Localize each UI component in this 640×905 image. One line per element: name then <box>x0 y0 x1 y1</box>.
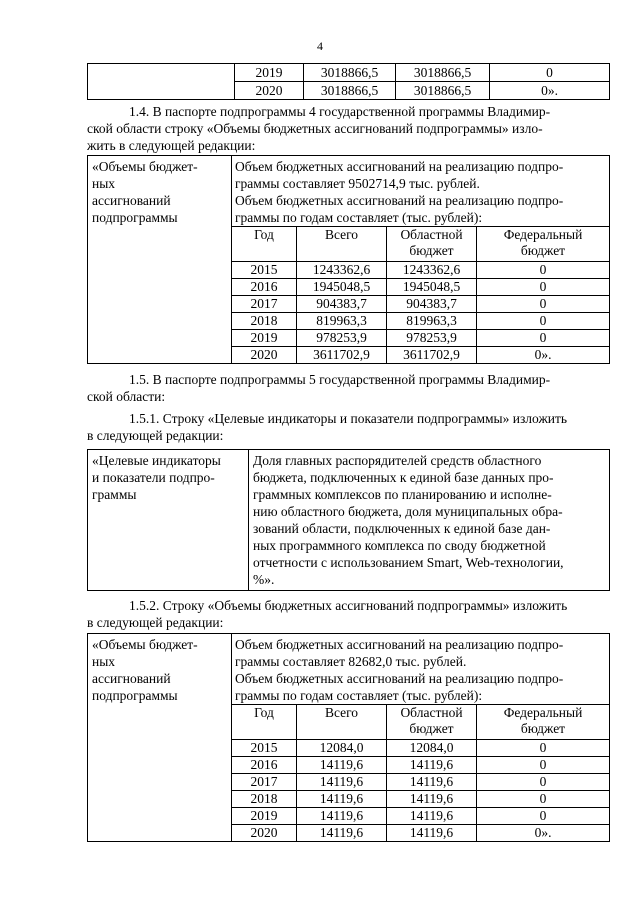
paragraph-line: ской области: <box>87 389 166 404</box>
total-cell: 3018866,5 <box>304 64 396 82</box>
label-line: подпрограммы <box>92 210 178 225</box>
table-row: 2015 12084,0 12084,0 0 <box>232 740 609 757</box>
paragraph-1-5-2 <box>87 597 610 631</box>
header-year: Год <box>232 227 297 262</box>
intro-line: граммы по годам составляет (тыс. рублей): <box>235 688 483 703</box>
label-line: ассигнований <box>92 193 171 208</box>
paragraph-line: 1.5. В паспорте подпрограммы 5 государственной программы Владимир- <box>129 372 551 387</box>
table-row: 2020 3611702,9 3611702,9 0». <box>232 347 609 364</box>
years-table <box>232 704 609 841</box>
paragraph-line: 1.5.2. Строку «Объемы бюджетных ассигнований подпрограммы» изложить <box>129 598 568 613</box>
budget-content-cell <box>232 634 610 842</box>
table-row: 2020 14119,6 14119,6 0». <box>232 825 609 842</box>
intro-line: Объем бюджетных ассигнований на реализацию подпро- <box>235 193 564 208</box>
table-row: 2016 1945048,5 1945048,5 0 <box>232 279 609 296</box>
table-row: 2019 978253,9 978253,9 0 <box>232 330 609 347</box>
paragraph-1-5 <box>87 371 610 405</box>
paragraph-1-5-1 <box>87 410 610 444</box>
header-federal: Федеральный бюджет <box>477 705 610 740</box>
budget-label-cell <box>88 156 232 364</box>
table-row: 2016 14119,6 14119,6 0 <box>232 757 609 774</box>
empty-cell <box>88 64 235 82</box>
total-cell: 3018866,5 <box>304 82 396 100</box>
label-line: «Объемы бюджет- <box>92 637 198 652</box>
years-table <box>232 226 609 363</box>
paragraph-line: в следующей редакции: <box>87 428 224 443</box>
header-regional: Областной бюджет <box>387 227 477 262</box>
year-cell: 2020 <box>235 82 304 100</box>
indicators-label-cell <box>88 450 249 591</box>
header-year: Год <box>232 705 297 740</box>
budget-label-cell <box>88 634 232 842</box>
federal-cell: 0 <box>490 64 610 82</box>
top-table <box>87 63 610 100</box>
table-row: 2015 1243362,6 1243362,6 0 <box>232 262 609 279</box>
paragraph-line: в следующей редакции: <box>87 615 224 630</box>
table-row: 2018 14119,6 14119,6 0 <box>232 791 609 808</box>
header-federal: Федеральный бюджет <box>477 227 610 262</box>
table-row <box>88 82 610 100</box>
text-line: отчетности с использованием Smart, Web-технологии, <box>253 555 564 570</box>
federal-cell: 0». <box>490 82 610 100</box>
indicators-table <box>87 449 610 591</box>
table-row: 2018 819963,3 819963,3 0 <box>232 313 609 330</box>
label-line: ассигнований <box>92 671 171 686</box>
paragraph-line: жить в следующей редакции: <box>87 138 256 153</box>
text-line: бюджета, подключенных к единой базе данных про- <box>253 470 554 485</box>
table-header-row <box>232 227 609 262</box>
intro-line: граммы по годам составляет (тыс. рублей): <box>235 210 483 225</box>
label-line: ных <box>92 176 116 191</box>
intro-line: Объем бюджетных ассигнований на реализацию подпро- <box>235 671 564 686</box>
budget-table-sub4 <box>87 155 610 364</box>
text-line: зований области, подключенных к единой базе дан- <box>253 521 551 536</box>
intro-line: граммы составляет 82682,0 тыс. рублей. <box>235 654 467 669</box>
budget-table-sub5 <box>87 633 610 842</box>
intro-line: Объем бюджетных ассигнований на реализацию подпро- <box>235 637 564 652</box>
text-line: нию областного бюджета, доля муниципальных обра- <box>253 504 563 519</box>
regional-cell: 3018866,5 <box>396 82 490 100</box>
paragraph-1-4 <box>87 103 610 154</box>
page-number: 4 <box>317 39 323 53</box>
label-line: подпрограммы <box>92 688 178 703</box>
table-row: 2017 14119,6 14119,6 0 <box>232 774 609 791</box>
table-row: 2017 904383,7 904383,7 0 <box>232 296 609 313</box>
indicators-text-cell <box>249 450 610 591</box>
table-row: 2019 14119,6 14119,6 0 <box>232 808 609 825</box>
header-total: Всего <box>297 227 387 262</box>
label-line: «Объемы бюджет- <box>92 159 198 174</box>
text-line: граммных комплексов по планированию и исполне- <box>253 487 552 502</box>
text-line: Доля главных распорядителей средств областного <box>253 453 542 468</box>
regional-cell: 3018866,5 <box>396 64 490 82</box>
paragraph-line: ской области строку «Объемы бюджетных ассигнований подпрограммы» изло- <box>87 121 543 136</box>
budget-content-cell <box>232 156 610 364</box>
table-row <box>88 64 610 82</box>
text-line: ных программного комплекса по своду бюджетной <box>253 538 546 553</box>
label-line: и показатели подпро- <box>92 470 215 485</box>
label-line: «Целевые индикаторы <box>92 453 221 468</box>
text-line: %». <box>253 572 275 587</box>
paragraph-line: 1.5.1. Строку «Целевые индикаторы и показатели подпрограммы» изложить <box>129 411 568 426</box>
label-line: граммы <box>92 487 137 502</box>
table-header-row <box>232 705 609 740</box>
paragraph-line: 1.4. В паспорте подпрограммы 4 государственной программы Владимир- <box>129 104 551 119</box>
label-line: ных <box>92 654 116 669</box>
header-total: Всего <box>297 705 387 740</box>
header-regional: Областной бюджет <box>387 705 477 740</box>
empty-cell <box>88 82 235 100</box>
intro-line: Объем бюджетных ассигнований на реализацию подпро- <box>235 159 564 174</box>
intro-line: граммы составляет 9502714,9 тыс. рублей. <box>235 176 480 191</box>
year-cell: 2019 <box>235 64 304 82</box>
